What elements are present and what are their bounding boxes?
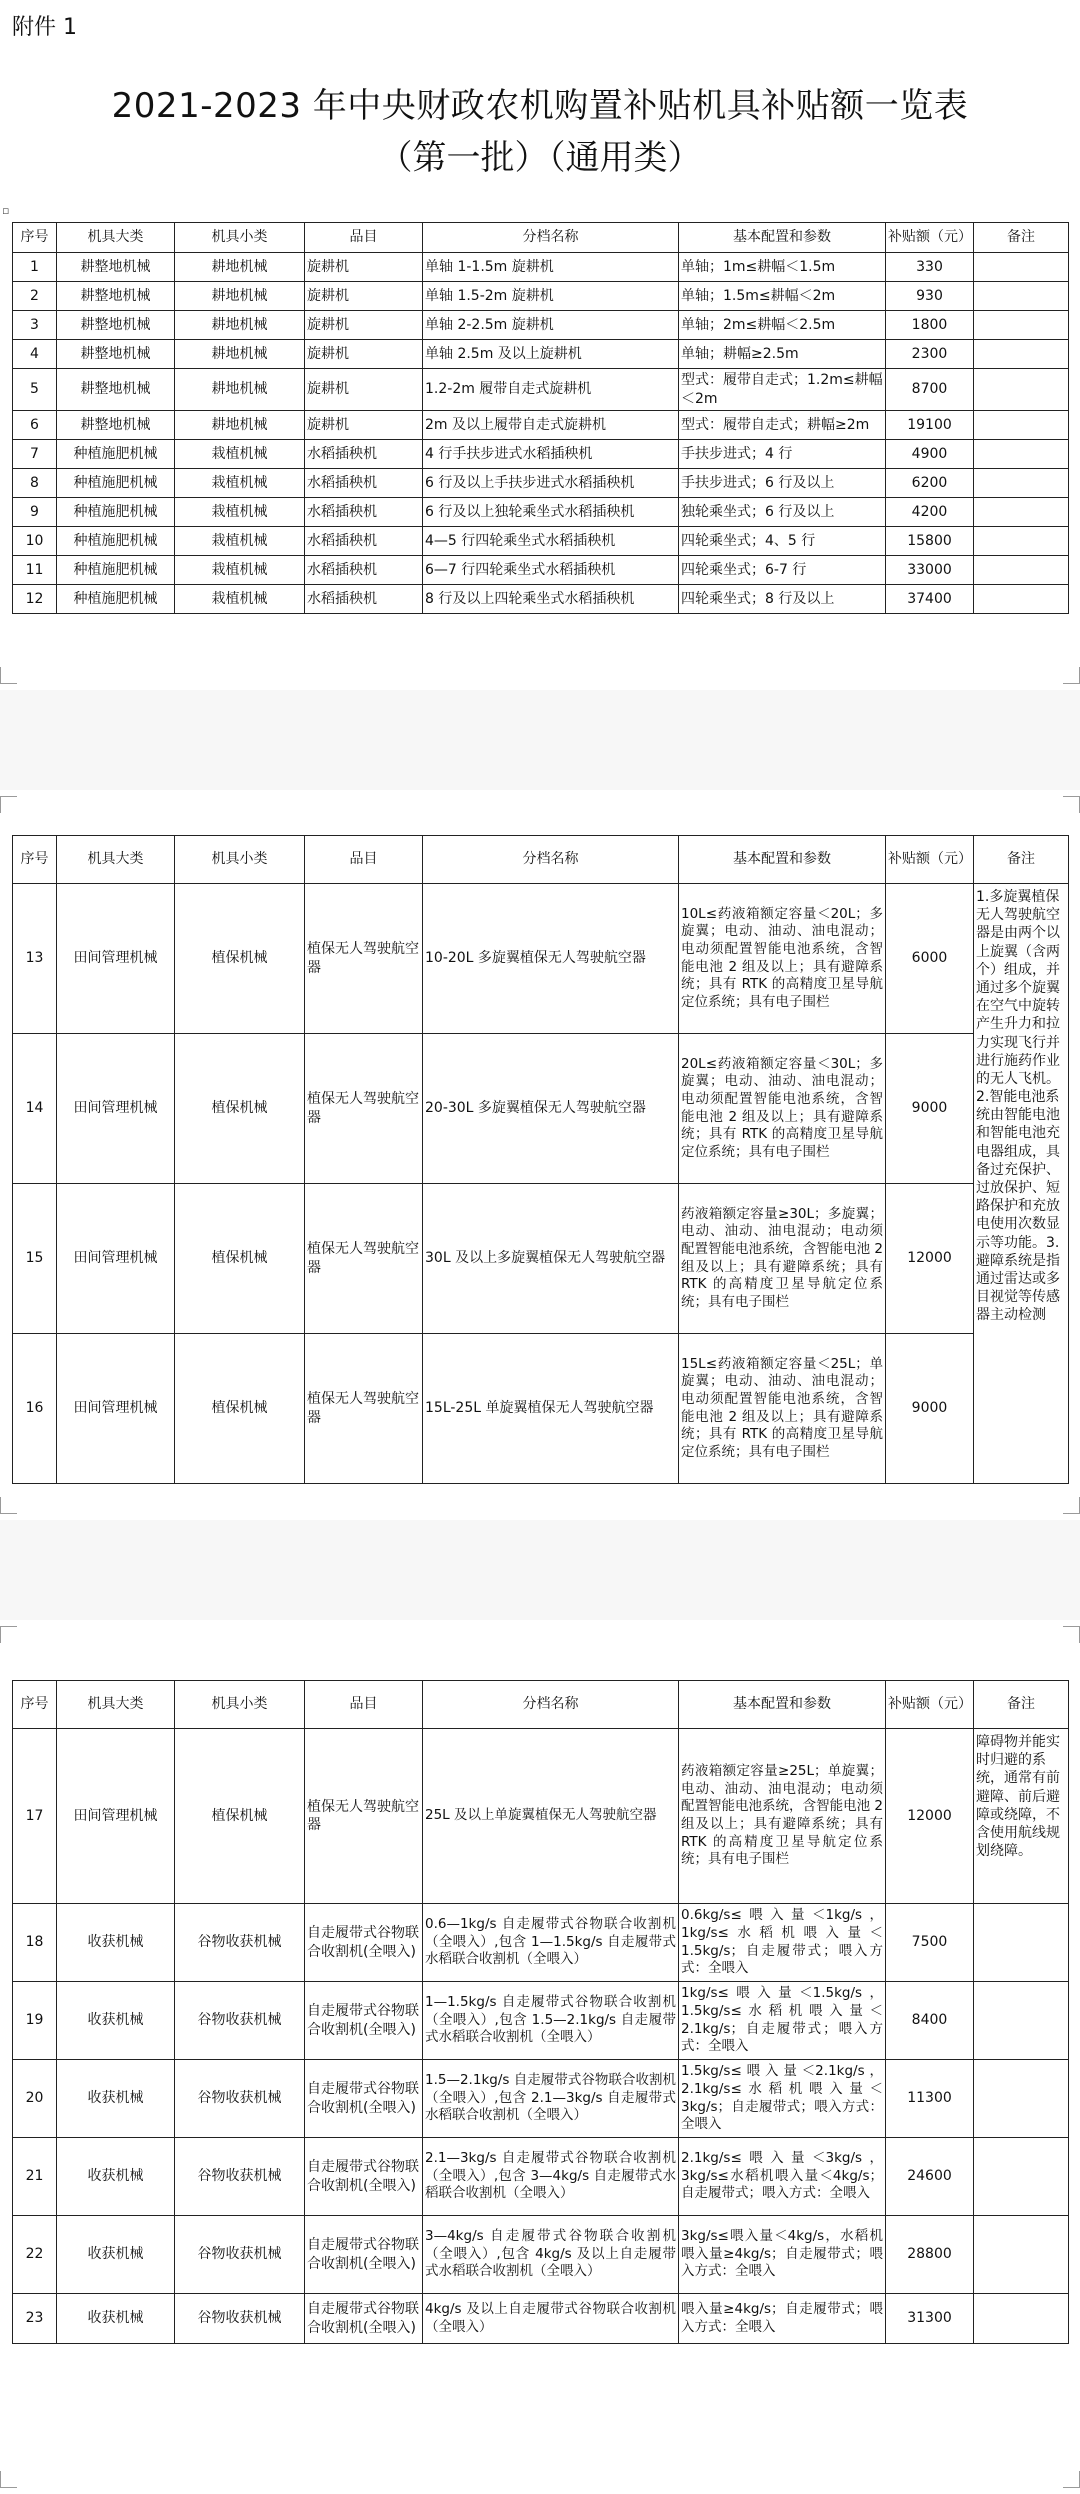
serial-cell: 18: [13, 1904, 57, 1982]
table-row: [13, 340, 1069, 369]
item-cell: 旋耕机: [305, 340, 423, 369]
column-header: 机具大类: [57, 1681, 175, 1729]
serial-cell: 13: [13, 884, 57, 1034]
remark-cell: [974, 369, 1069, 411]
table-row: [13, 585, 1069, 614]
category-cell: 田间管理机械: [57, 1184, 175, 1334]
grade-name-cell: 2.1—3kg/s 自走履带式谷物联合收割机（全喂入）,包含 3—4kg/s 自走履带式水稻联合收割机（全喂入）: [423, 2138, 679, 2216]
column-header: 品目: [305, 223, 423, 253]
column-header: 品目: [305, 836, 423, 884]
category-cell: 田间管理机械: [57, 1729, 175, 1904]
serial-cell: 11: [13, 556, 57, 585]
table-row: [13, 2294, 1069, 2344]
subcategory-cell: 耕地机械: [175, 282, 305, 311]
subcategory-cell: 植保机械: [175, 1334, 305, 1484]
subcategory-cell: 谷物收获机械: [175, 2060, 305, 2138]
subcategory-cell: 耕地机械: [175, 340, 305, 369]
subcategory-cell: 栽植机械: [175, 498, 305, 527]
remark-cell: [974, 585, 1069, 614]
config-params-cell: 单轴；2m≤耕幅＜2.5m: [679, 311, 886, 340]
page-corner-mark: [0, 667, 17, 684]
item-cell: 植保无人驾驶航空器: [305, 1729, 423, 1904]
config-params-cell: 0.6kg/s≤喂入量＜1kg/s，1kg/s≤水稻机喂入量＜1.5kg/s；自走履带式；喂入方式：全喂入: [679, 1904, 886, 1982]
subsidy-amount-cell: 6000: [886, 884, 974, 1034]
serial-cell: 12: [13, 585, 57, 614]
remark-cell: [974, 1982, 1069, 2060]
remark-cell: [974, 1904, 1069, 1982]
column-header: 品目: [305, 1681, 423, 1729]
table-row: [13, 469, 1069, 498]
category-cell: 耕整地机械: [57, 253, 175, 282]
remark-cell: [974, 253, 1069, 282]
grade-name-cell: 单轴 2-2.5m 旋耕机: [423, 311, 679, 340]
table-row: [13, 1184, 1069, 1334]
table-row: [13, 369, 1069, 411]
table-row: [13, 2060, 1069, 2138]
category-cell: 田间管理机械: [57, 1334, 175, 1484]
grade-name-cell: 3—4kg/s 自走履带式谷物联合收割机（全喂入）,包含 4kg/s 及以上自走履带式水稻联合收割机（全喂入）: [423, 2216, 679, 2294]
category-cell: 耕整地机械: [57, 369, 175, 411]
serial-cell: 6: [13, 411, 57, 440]
item-cell: 植保无人驾驶航空器: [305, 1184, 423, 1334]
column-header: 备注: [974, 1681, 1069, 1729]
remark-cell: [974, 311, 1069, 340]
config-params-cell: 20L≤药液箱额定容量＜30L；多旋翼；电动、油动、油电混动；电动须配置智能电池系统，含智能电池 2 组及以上；具有避障系统；具有 RTK 的高精度卫星导航定位系统；具有电子围栏: [679, 1034, 886, 1184]
category-cell: 收获机械: [57, 2060, 175, 2138]
category-cell: 耕整地机械: [57, 340, 175, 369]
column-header: 序号: [13, 836, 57, 884]
column-header: 序号: [13, 223, 57, 253]
subcategory-cell: 栽植机械: [175, 527, 305, 556]
page-corner-mark: [1063, 1497, 1080, 1514]
item-cell: 自走履带式谷物联合收割机(全喂入): [305, 2138, 423, 2216]
grade-name-cell: 4 行手扶步进式水稻插秧机: [423, 440, 679, 469]
serial-cell: 20: [13, 2060, 57, 2138]
subsidy-amount-cell: 28800: [886, 2216, 974, 2294]
subsidy-amount-cell: 7500: [886, 1904, 974, 1982]
serial-cell: 3: [13, 311, 57, 340]
serial-cell: 4: [13, 340, 57, 369]
anchor-mark: ▫: [2, 204, 10, 217]
page-corner-mark: [0, 1497, 17, 1514]
serial-cell: 19: [13, 1982, 57, 2060]
document-subtitle: （第一批）（通用类）: [378, 138, 702, 178]
config-params-cell: 药液箱额定容量≥25L；单旋翼；电动、油动、油电混动；电动须配置智能电池系统，含智能电池 2 组及以上；具有避障系统；具有 RTK 的高精度卫星导航定位系统；具有电子围栏: [679, 1729, 886, 1904]
table-header-row: [13, 836, 1069, 884]
remark-cell: 障碍物并能实时归避的系统，通常有前避障、前后避障或绕障，不含使用航线规划绕障。: [974, 1729, 1069, 1904]
grade-name-cell: 单轴 1.5-2m 旋耕机: [423, 282, 679, 311]
category-cell: 收获机械: [57, 2138, 175, 2216]
config-params-cell: 10L≤药液箱额定容量＜20L；多旋翼；电动、油动、油电混动；电动须配置智能电池系统，含智能电池 2 组及以上；具有避障系统；具有 RTK 的高精度卫星导航定位系统；具有电子围栏: [679, 884, 886, 1034]
subsidy-amount-cell: 31300: [886, 2294, 974, 2344]
subcategory-cell: 栽植机械: [175, 469, 305, 498]
table-row: [13, 498, 1069, 527]
table-row: [13, 1982, 1069, 2060]
config-params-cell: 四轮乘坐式；4、5 行: [679, 527, 886, 556]
table-row: [13, 440, 1069, 469]
subcategory-cell: 谷物收获机械: [175, 2138, 305, 2216]
table-row: [13, 253, 1069, 282]
subsidy-amount-cell: 2300: [886, 340, 974, 369]
serial-cell: 21: [13, 2138, 57, 2216]
subsidy-amount-cell: 930: [886, 282, 974, 311]
remark-cell: [974, 2294, 1069, 2344]
page-corner-mark: [0, 2471, 17, 2488]
column-header: 机具小类: [175, 1681, 305, 1729]
item-cell: 植保无人驾驶航空器: [305, 1334, 423, 1484]
column-header: 分档名称: [423, 836, 679, 884]
subsidy-amount-cell: 12000: [886, 1184, 974, 1334]
table-row: [13, 884, 1069, 1034]
serial-cell: 23: [13, 2294, 57, 2344]
remark-cell: [974, 556, 1069, 585]
item-cell: 旋耕机: [305, 369, 423, 411]
column-header: 分档名称: [423, 223, 679, 253]
page-corner-mark: [1063, 1626, 1080, 1643]
item-cell: 自走履带式谷物联合收割机(全喂入): [305, 1982, 423, 2060]
serial-cell: 5: [13, 369, 57, 411]
serial-cell: 16: [13, 1334, 57, 1484]
subcategory-cell: 植保机械: [175, 1034, 305, 1184]
column-header: 备注: [974, 223, 1069, 253]
column-header: 机具小类: [175, 836, 305, 884]
category-cell: 收获机械: [57, 1982, 175, 2060]
config-params-cell: 喂入量≥4kg/s；自走履带式；喂入方式：全喂入: [679, 2294, 886, 2344]
column-header: 补贴额（元）: [886, 836, 974, 884]
config-params-cell: 型式：履带自走式；1.2m≤耕幅＜2m: [679, 369, 886, 411]
item-cell: 植保无人驾驶航空器: [305, 1034, 423, 1184]
serial-cell: 2: [13, 282, 57, 311]
table-row: [13, 556, 1069, 585]
subsidy-amount-cell: 11300: [886, 2060, 974, 2138]
config-params-cell: 四轮乘坐式；6-7 行: [679, 556, 886, 585]
column-header: 补贴额（元）: [886, 223, 974, 253]
remark-cell: [974, 340, 1069, 369]
item-cell: 水稻插秧机: [305, 440, 423, 469]
table-row: [13, 1334, 1069, 1484]
item-cell: 旋耕机: [305, 411, 423, 440]
item-cell: 旋耕机: [305, 282, 423, 311]
subcategory-cell: 谷物收获机械: [175, 1904, 305, 1982]
category-cell: 收获机械: [57, 2294, 175, 2344]
subsidy-amount-cell: 15800: [886, 527, 974, 556]
subcategory-cell: 栽植机械: [175, 585, 305, 614]
config-params-cell: 单轴；1m≤耕幅＜1.5m: [679, 253, 886, 282]
item-cell: 旋耕机: [305, 311, 423, 340]
table-row: [13, 411, 1069, 440]
column-header: 分档名称: [423, 1681, 679, 1729]
column-header: 机具大类: [57, 836, 175, 884]
category-cell: 田间管理机械: [57, 1034, 175, 1184]
subsidy-amount-cell: 12000: [886, 1729, 974, 1904]
config-params-cell: 手扶步进式；4 行: [679, 440, 886, 469]
grade-name-cell: 1.5—2.1kg/s 自走履带式谷物联合收割机（全喂入）,包含 2.1—3kg/s 自走履带式水稻联合收割机（全喂入）: [423, 2060, 679, 2138]
subsidy-amount-cell: 4900: [886, 440, 974, 469]
grade-name-cell: 2m 及以上履带自走式旋耕机: [423, 411, 679, 440]
item-cell: 旋耕机: [305, 253, 423, 282]
table-header-row: [13, 1681, 1069, 1729]
subsidy-table-page-3: [12, 1680, 1069, 2344]
column-header: 序号: [13, 1681, 57, 1729]
category-cell: 种植施肥机械: [57, 469, 175, 498]
item-cell: 水稻插秧机: [305, 585, 423, 614]
category-cell: 收获机械: [57, 1904, 175, 1982]
column-header: 机具小类: [175, 223, 305, 253]
table-row: [13, 311, 1069, 340]
remark-cell: [974, 440, 1069, 469]
subsidy-table-page-1: [12, 222, 1069, 614]
remark-cell: [974, 411, 1069, 440]
remark-cell: [974, 282, 1069, 311]
item-cell: 自走履带式谷物联合收割机(全喂入): [305, 2216, 423, 2294]
config-params-cell: 2.1kg/s≤喂入量＜3kg/s，3kg/s≤水稻机喂入量＜4kg/s；自走履带式；喂入方式：全喂入: [679, 2138, 886, 2216]
grade-name-cell: 15L-25L 单旋翼植保无人驾驶航空器: [423, 1334, 679, 1484]
subcategory-cell: 植保机械: [175, 1184, 305, 1334]
column-header: 基本配置和参数: [679, 836, 886, 884]
category-cell: 种植施肥机械: [57, 585, 175, 614]
item-cell: 水稻插秧机: [305, 527, 423, 556]
item-cell: 植保无人驾驶航空器: [305, 884, 423, 1034]
column-header: 基本配置和参数: [679, 223, 886, 253]
item-cell: 水稻插秧机: [305, 469, 423, 498]
page-corner-mark: [1063, 796, 1080, 813]
subsidy-amount-cell: 24600: [886, 2138, 974, 2216]
category-cell: 种植施肥机械: [57, 498, 175, 527]
grade-name-cell: 6 行及以上独轮乘坐式水稻插秧机: [423, 498, 679, 527]
subcategory-cell: 耕地机械: [175, 411, 305, 440]
grade-name-cell: 4kg/s 及以上自走履带式谷物联合收割机（全喂入）: [423, 2294, 679, 2344]
column-header: 补贴额（元）: [886, 1681, 974, 1729]
column-header: 机具大类: [57, 223, 175, 253]
subsidy-amount-cell: 9000: [886, 1334, 974, 1484]
remark-cell: [974, 2138, 1069, 2216]
category-cell: 耕整地机械: [57, 282, 175, 311]
remark-cell: [974, 469, 1069, 498]
grade-name-cell: 1.2-2m 履带自走式旋耕机: [423, 369, 679, 411]
subcategory-cell: 植保机械: [175, 1729, 305, 1904]
serial-cell: 22: [13, 2216, 57, 2294]
item-cell: 自走履带式谷物联合收割机(全喂入): [305, 2294, 423, 2344]
page-corner-mark: [1063, 2471, 1080, 2488]
column-header: 备注: [974, 836, 1069, 884]
serial-cell: 17: [13, 1729, 57, 1904]
grade-name-cell: 1—1.5kg/s 自走履带式谷物联合收割机（全喂入）,包含 1.5—2.1kg/s 自走履带式水稻联合收割机（全喂入）: [423, 1982, 679, 2060]
item-cell: 水稻插秧机: [305, 556, 423, 585]
table-row: [13, 527, 1069, 556]
table-row: [13, 2216, 1069, 2294]
grade-name-cell: 0.6—1kg/s 自走履带式谷物联合收割机（全喂入）,包含 1—1.5kg/s 自走履带式水稻联合收割机（全喂入）: [423, 1904, 679, 1982]
document-page-1: [0, 0, 1080, 690]
config-params-cell: 型式：履带自走式；耕幅≥2m: [679, 411, 886, 440]
category-cell: 耕整地机械: [57, 311, 175, 340]
subcategory-cell: 植保机械: [175, 884, 305, 1034]
category-cell: 田间管理机械: [57, 884, 175, 1034]
serial-cell: 8: [13, 469, 57, 498]
serial-cell: 14: [13, 1034, 57, 1184]
subcategory-cell: 栽植机械: [175, 440, 305, 469]
category-cell: 种植施肥机械: [57, 440, 175, 469]
subsidy-amount-cell: 19100: [886, 411, 974, 440]
config-params-cell: 四轮乘坐式；8 行及以上: [679, 585, 886, 614]
config-params-cell: 药液箱额定容量≥30L；多旋翼；电动、油动、油电混动；电动须配置智能电池系统，含智能电池 2 组及以上；具有避障系统；具有 RTK 的高精度卫星导航定位系统；具有电子围栏: [679, 1184, 886, 1334]
remark-cell: [974, 2216, 1069, 2294]
subsidy-table-page-2: [12, 835, 1069, 1484]
subsidy-amount-cell: 33000: [886, 556, 974, 585]
grade-name-cell: 6—7 行四轮乘坐式水稻插秧机: [423, 556, 679, 585]
subcategory-cell: 耕地机械: [175, 253, 305, 282]
page-corner-mark: [0, 1626, 17, 1643]
subcategory-cell: 耕地机械: [175, 311, 305, 340]
remark-cell: [974, 498, 1069, 527]
category-cell: 收获机械: [57, 2216, 175, 2294]
grade-name-cell: 10-20L 多旋翼植保无人驾驶航空器: [423, 884, 679, 1034]
item-cell: 自走履带式谷物联合收割机(全喂入): [305, 1904, 423, 1982]
subcategory-cell: 谷物收获机械: [175, 1982, 305, 2060]
subcategory-cell: 耕地机械: [175, 369, 305, 411]
table-header-row: [13, 223, 1069, 253]
subsidy-amount-cell: 8700: [886, 369, 974, 411]
subcategory-cell: 谷物收获机械: [175, 2294, 305, 2344]
subsidy-amount-cell: 9000: [886, 1034, 974, 1184]
category-cell: 耕整地机械: [57, 411, 175, 440]
remark-cell: [974, 2060, 1069, 2138]
config-params-cell: 3kg/s≤喂入量＜4kg/s，水稻机喂入量≥4kg/s；自走履带式；喂入方式：全喂入: [679, 2216, 886, 2294]
subcategory-cell: 谷物收获机械: [175, 2216, 305, 2294]
page-corner-mark: [1063, 667, 1080, 684]
table-row: [13, 1034, 1069, 1184]
serial-cell: 7: [13, 440, 57, 469]
config-params-cell: 1.5kg/s≤喂入量＜2.1kg/s，2.1kg/s≤水稻机喂入量＜3kg/s；自走履带式；喂入方式：全喂入: [679, 2060, 886, 2138]
category-cell: 种植施肥机械: [57, 527, 175, 556]
grade-name-cell: 4—5 行四轮乘坐式水稻插秧机: [423, 527, 679, 556]
table-row: [13, 1904, 1069, 1982]
remark-cell: [974, 527, 1069, 556]
column-header: 基本配置和参数: [679, 1681, 886, 1729]
subsidy-amount-cell: 1800: [886, 311, 974, 340]
table-row: [13, 1729, 1069, 1904]
config-params-cell: 单轴；1.5m≤耕幅＜2m: [679, 282, 886, 311]
table-row: [13, 282, 1069, 311]
serial-cell: 1: [13, 253, 57, 282]
serial-cell: 9: [13, 498, 57, 527]
serial-cell: 10: [13, 527, 57, 556]
subsidy-amount-cell: 4200: [886, 498, 974, 527]
remark-cell: 1.多旋翼植保无人驾驶航空器是由两个以上旋翼（含两个）组成，并通过多个旋翼在空气中旋转产生升力和拉力实现飞行并进行施药作业的无人飞机。2.智能电池系统由智能电池和智能电池充电器组成，具备过充保护、过放保护、短路保护和充放电使用次数显示等功能。3.避障系统是指通过雷达或多目视觉等传感器主动检测: [974, 884, 1069, 1484]
category-cell: 种植施肥机械: [57, 556, 175, 585]
config-params-cell: 15L≤药液箱额定容量＜25L；单旋翼；电动、油动、油电混动；电动须配置智能电池系统，含智能电池 2 组及以上；具有避障系统；具有 RTK 的高精度卫星导航定位系统；具有电子围栏: [679, 1334, 886, 1484]
subsidy-amount-cell: 330: [886, 253, 974, 282]
serial-cell: 15: [13, 1184, 57, 1334]
item-cell: 水稻插秧机: [305, 498, 423, 527]
config-params-cell: 1kg/s≤喂入量＜1.5kg/s，1.5kg/s≤水稻机喂入量＜2.1kg/s；自走履带式；喂入方式：全喂入: [679, 1982, 886, 2060]
grade-name-cell: 单轴 1-1.5m 旋耕机: [423, 253, 679, 282]
document-title: 2021-2023 年中央财政农机购置补贴机具补贴额一览表: [111, 86, 969, 126]
config-params-cell: 单轴；耕幅≥2.5m: [679, 340, 886, 369]
subsidy-amount-cell: 37400: [886, 585, 974, 614]
subsidy-amount-cell: 8400: [886, 1982, 974, 2060]
subsidy-amount-cell: 6200: [886, 469, 974, 498]
grade-name-cell: 8 行及以上四轮乘坐式水稻插秧机: [423, 585, 679, 614]
config-params-cell: 独轮乘坐式；6 行及以上: [679, 498, 886, 527]
config-params-cell: 手扶步进式；6 行及以上: [679, 469, 886, 498]
grade-name-cell: 25L 及以上单旋翼植保无人驾驶航空器: [423, 1729, 679, 1904]
attachment-label: 附件 1: [12, 15, 77, 40]
grade-name-cell: 6 行及以上手扶步进式水稻插秧机: [423, 469, 679, 498]
page-corner-mark: [0, 796, 17, 813]
grade-name-cell: 20-30L 多旋翼植保无人驾驶航空器: [423, 1034, 679, 1184]
subcategory-cell: 栽植机械: [175, 556, 305, 585]
table-row: [13, 2138, 1069, 2216]
item-cell: 自走履带式谷物联合收割机(全喂入): [305, 2060, 423, 2138]
grade-name-cell: 30L 及以上多旋翼植保无人驾驶航空器: [423, 1184, 679, 1334]
grade-name-cell: 单轴 2.5m 及以上旋耕机: [423, 340, 679, 369]
